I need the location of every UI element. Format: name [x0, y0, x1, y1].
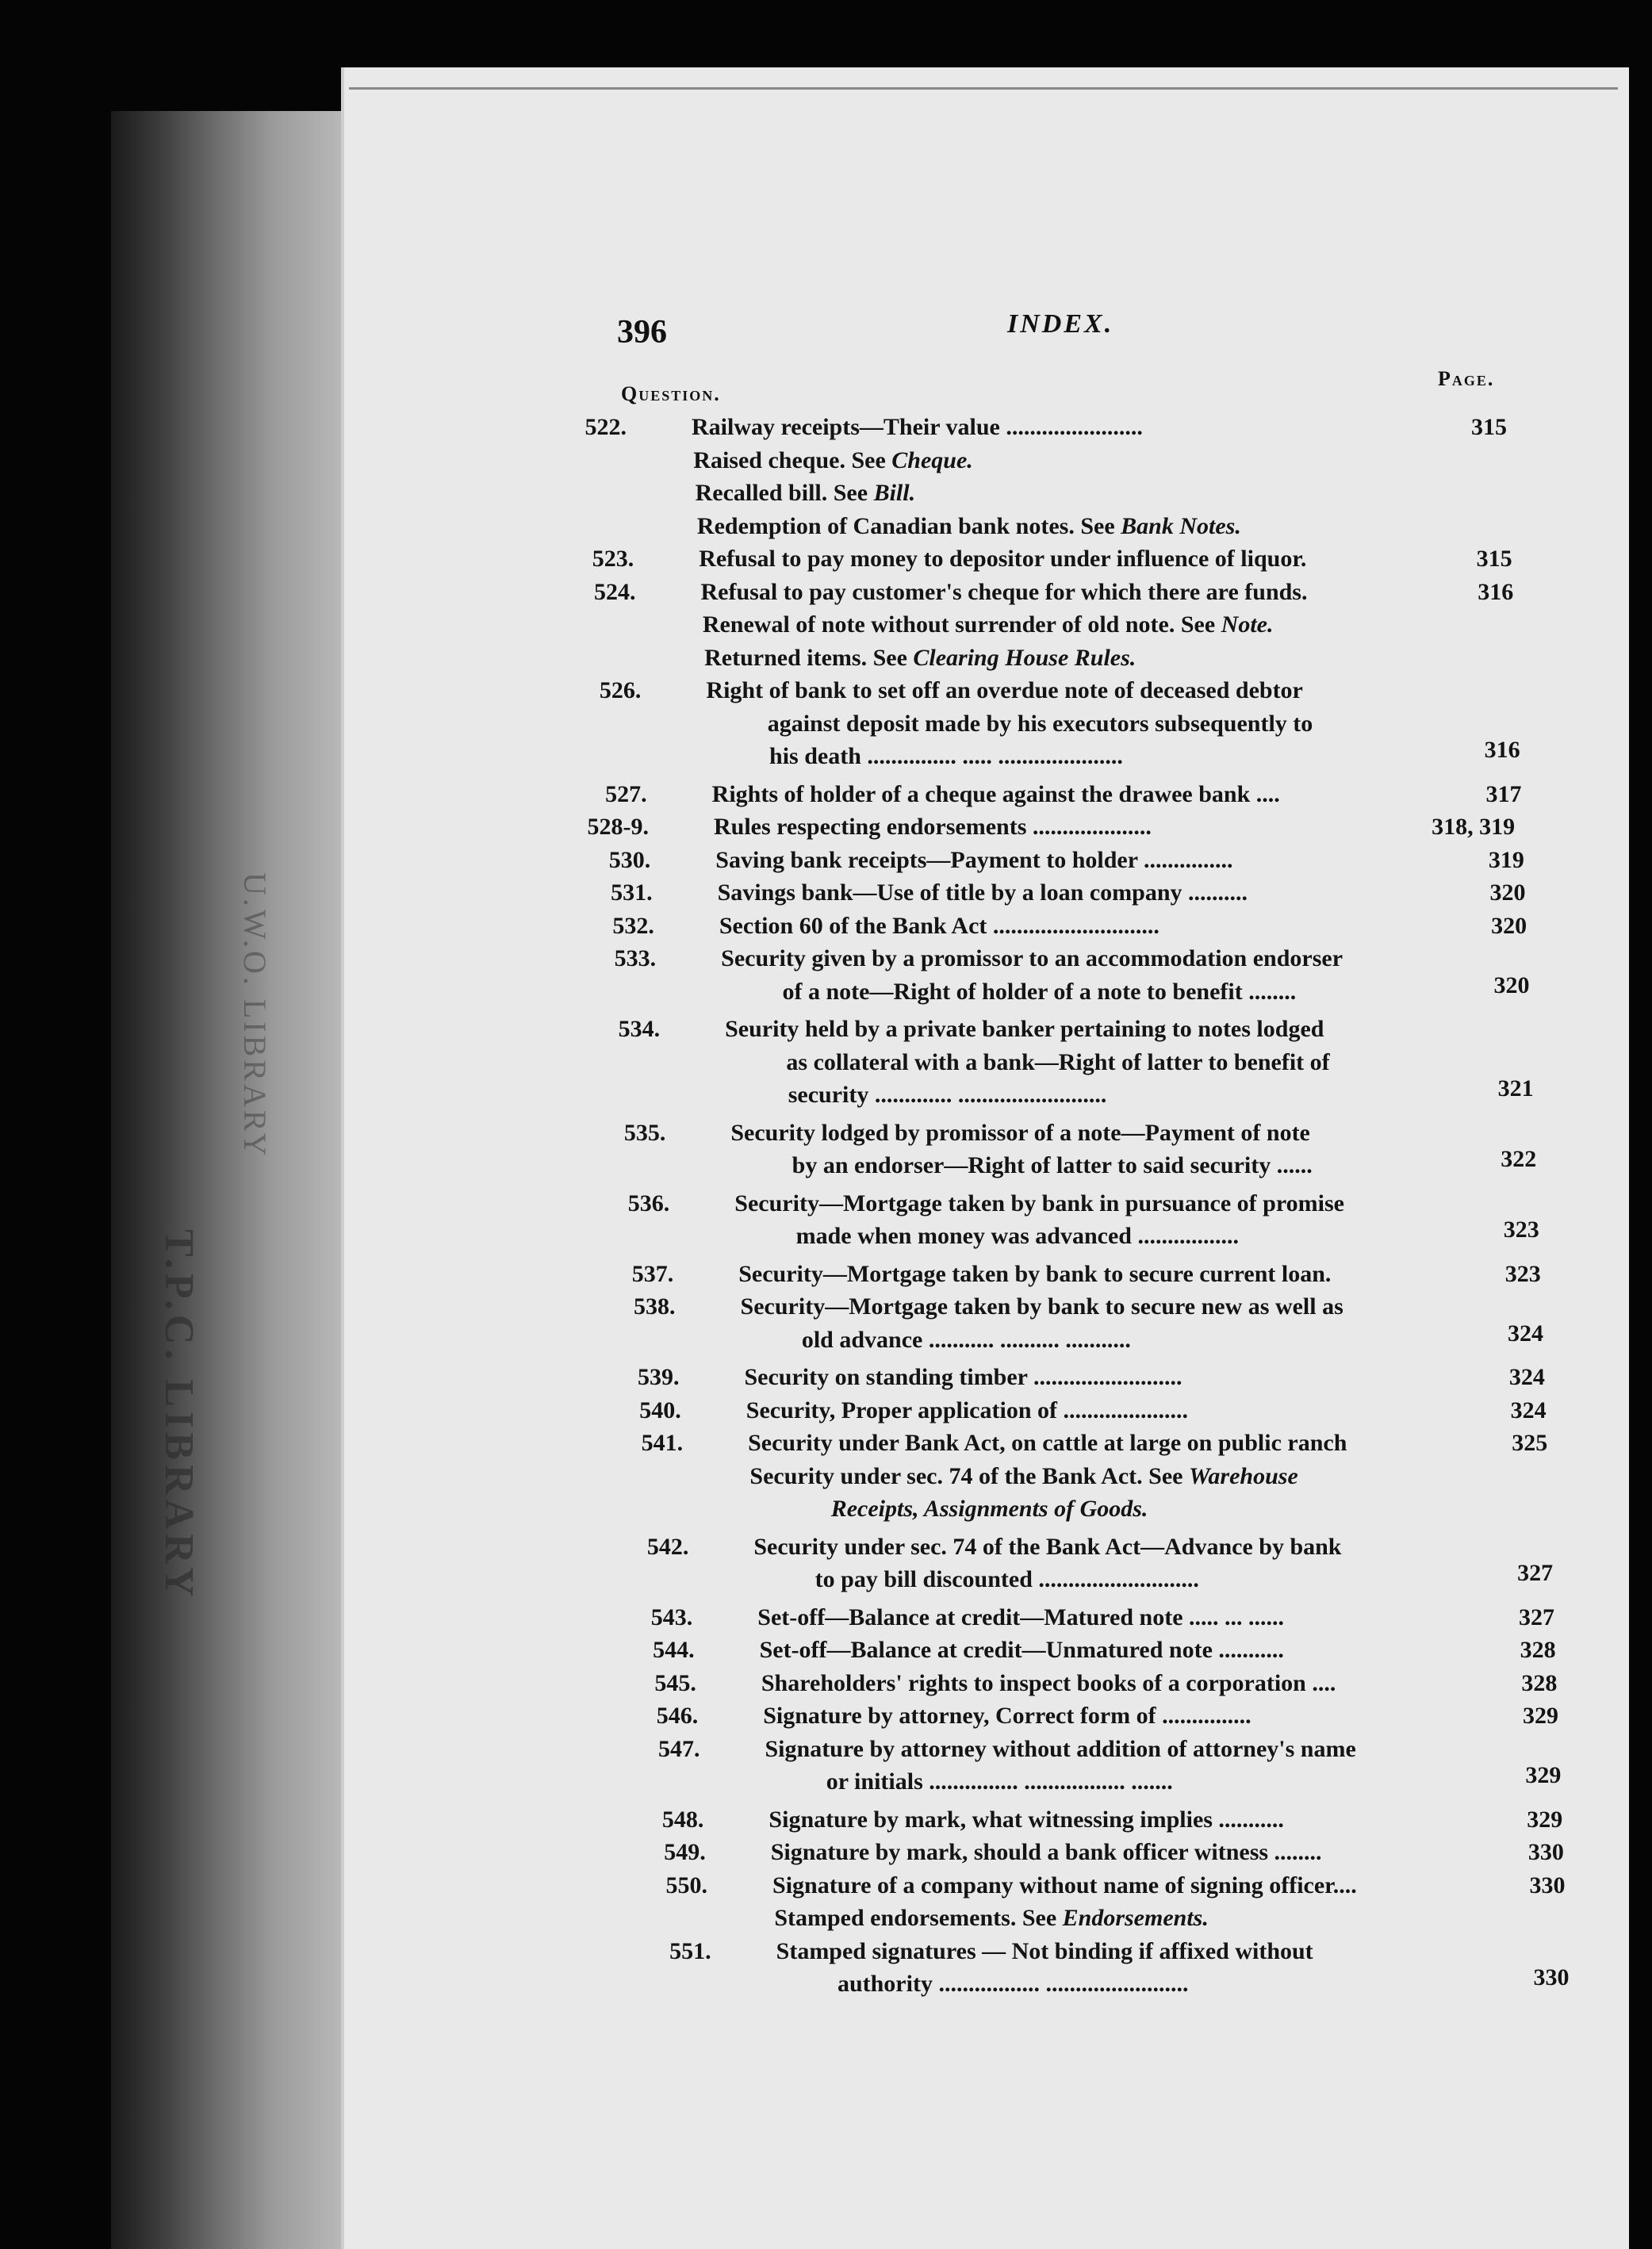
question-number: 534. [618, 1016, 661, 1042]
entry-text: Redemption of Canadian bank notes. See Bank Notes. [696, 512, 1241, 539]
entry-text: Security on standing timber ......................... [744, 1364, 1182, 1390]
question-number: 543. [650, 1603, 693, 1630]
page-reference: 316 [1478, 578, 1514, 605]
question-number: 539. [637, 1364, 680, 1390]
question-number: 531. [611, 879, 653, 906]
question-number: 542. [646, 1533, 689, 1560]
question-number: 522. [585, 414, 627, 440]
entry-text: by an endorser—Right of latter to said security ...... [792, 1152, 1313, 1178]
question-number: 530. [608, 846, 651, 873]
page-reference: 320 [1491, 912, 1527, 939]
running-title: INDEX. [1007, 309, 1114, 339]
page-reference: 328 [1521, 1669, 1558, 1696]
entry-text: authority ................. ........................ [837, 1971, 1189, 1997]
page-reference: 324 [1508, 1364, 1545, 1390]
entry-text: Refusal to pay customer's cheque for which there are funds. [700, 578, 1308, 605]
entry-text: Security under Bank Act, on cattle at large on public ranch [748, 1430, 1347, 1456]
page-reference: 327 [1517, 1560, 1554, 1586]
question-number: 524. [594, 578, 636, 605]
question-number: 545. [654, 1669, 696, 1696]
question-number: 533. [614, 945, 657, 971]
page-reference: 329 [1523, 1703, 1558, 1729]
question-number: 532. [612, 912, 654, 939]
entry-text: of a note—Right of holder of a note to benefit ........ [782, 978, 1297, 1005]
page-reference: 320 [1489, 879, 1526, 906]
page-reference: 319 [1488, 846, 1524, 873]
see-reference-continued: Receipts, Assignments of Goods. [830, 1496, 1148, 1522]
question-number: 536. [627, 1190, 670, 1216]
see-reference: Bill. [873, 480, 916, 506]
see-reference: Clearing House Rules. [913, 644, 1136, 671]
entry-text: Security—Mortgage taken by bank in pursuance of promise [734, 1190, 1344, 1216]
spine-stamp-text-2: U.W.O. LIBRARY [237, 872, 273, 1159]
column-heading-question: Question. [621, 382, 721, 405]
entry-text: Recalled bill. See Bill. [695, 480, 916, 506]
entry-text: old advance ........... .......... ........... [801, 1326, 1131, 1353]
entry-text: Security—Mortgage taken by bank to secure new as well as [740, 1293, 1343, 1320]
entry-text: Security under sec. 74 of the Bank Act. See Warehouse [749, 1462, 1298, 1489]
entry-text: Security—Mortgage taken by bank to secure current loan. [738, 1260, 1332, 1287]
page-reference: 316 [1484, 737, 1520, 763]
see-reference: Note. [1221, 611, 1274, 638]
page-reference: 330 [1529, 1872, 1566, 1898]
page-reference: 320 [1493, 971, 1530, 998]
page-reference: 322 [1501, 1146, 1537, 1172]
entry-text: Stamped endorsements. See Endorsements. [774, 1905, 1209, 1931]
entry-text: to pay bill discounted ........................... [815, 1566, 1199, 1592]
entry-text: made when money was advanced ................. [795, 1223, 1239, 1249]
entry-text: Railway receipts—Their value ....................... [692, 414, 1143, 440]
question-number: 528-9. [587, 814, 649, 840]
entry-text: Signature by mark, should a bank officer witness ........ [770, 1839, 1322, 1865]
entry-text: security ............. ......................... [788, 1082, 1107, 1108]
page-reference: 315 [1471, 414, 1507, 440]
entry-text: Rules respecting endorsements .................... [713, 814, 1152, 840]
question-number: 547. [657, 1735, 700, 1762]
entry-text: Stamped signatures — Not binding if affixed without [776, 1937, 1313, 1964]
entry-text: Security lodged by promissor of a note—Payment of note [730, 1119, 1310, 1146]
page-reference: 329 [1527, 1806, 1563, 1833]
see-reference: Warehouse [1188, 1462, 1298, 1489]
question-number: 537. [631, 1260, 674, 1287]
page-reference: 330 [1533, 1964, 1570, 1990]
entry-text: Seurity held by a private banker pertaining to notes lodged [725, 1016, 1324, 1042]
page-reference: 323 [1504, 1260, 1541, 1287]
page-reference: 329 [1525, 1762, 1562, 1788]
column-heading-page: Page. [1438, 367, 1495, 390]
question-number: 548. [661, 1806, 704, 1833]
entry-text: Signature by attorney without addition of attorney's name [765, 1735, 1356, 1762]
entry-text: Renewal of note without surrender of old note. See Note. [702, 611, 1274, 638]
entry-text: or initials ............... ................. ....... [826, 1768, 1173, 1795]
entry-text: Raised cheque. See Cheque. [693, 446, 973, 473]
entry-text: Set-off—Balance at credit—Matured note ..... ... ...... [757, 1603, 1285, 1630]
question-number: 541. [641, 1430, 684, 1456]
entry-text: Refusal to pay money to depositor under influence of liquor. [699, 546, 1307, 572]
see-reference: Bank Notes. [1121, 512, 1241, 539]
entry-text: Set-off—Balance at credit—Unmatured note ........... [759, 1637, 1284, 1663]
page-reference: 324 [1508, 1320, 1544, 1347]
question-number: 544. [653, 1637, 695, 1663]
question-number: 526. [599, 677, 642, 703]
page-reference: 315 [1476, 546, 1512, 572]
entry-text: Security under sec. 74 of the Bank Act—Advance by bank [753, 1533, 1342, 1560]
entry-text: Savings bank—Use of title by a loan company .......... [717, 879, 1248, 906]
entry-text: Rights of holder of a cheque against the drawee bank .... [711, 780, 1280, 807]
entry-text: Signature by mark, what witnessing implies ........... [769, 1806, 1284, 1833]
page-reference: 323 [1503, 1216, 1539, 1243]
entry-text: Shareholders' rights to inspect books of a corporation .... [761, 1669, 1336, 1696]
page-number: 396 [617, 314, 667, 351]
entry-text: as collateral with a bank—Right of latter to benefit of [786, 1048, 1330, 1075]
question-number: 523. [592, 546, 634, 572]
question-number: 535. [623, 1119, 666, 1146]
question-number: 538. [634, 1293, 676, 1320]
entry-text: against deposit made by his executors subsequently to [767, 710, 1313, 737]
question-number: 546. [656, 1703, 699, 1729]
spine-stamp-text: T.P.C. LIBRARY [156, 1229, 201, 1602]
page-reference: 324 [1510, 1397, 1547, 1423]
question-number: 550. [665, 1872, 708, 1898]
see-reference: Endorsements. [1062, 1905, 1209, 1931]
entry-text: Security given by a promissor to an accommodation endorser [721, 945, 1343, 971]
question-number: 549. [664, 1839, 706, 1865]
question-number: 540. [639, 1397, 681, 1423]
entry-text: Section 60 of the Bank Act ............................ [719, 912, 1159, 939]
page-reference: 325 [1512, 1430, 1548, 1456]
page-reference: 318, 319 [1432, 814, 1516, 840]
question-number: 527. [605, 780, 647, 807]
entry-text: Returned items. See Clearing House Rules. [704, 644, 1136, 671]
page-reference: 328 [1520, 1637, 1556, 1663]
see-reference: Cheque. [891, 446, 973, 473]
entry-text: Right of bank to set off an overdue note of deceased debtor [706, 677, 1303, 703]
question-number: 551. [669, 1937, 711, 1964]
entry-text: Security, Proper application of ..................... [746, 1397, 1188, 1423]
entry-text: his death ............... ..... ..................... [769, 743, 1123, 769]
entry-text: Saving bank receipts—Payment to holder ............... [715, 846, 1233, 873]
page-reference: 327 [1519, 1603, 1555, 1630]
page-reference: 321 [1497, 1075, 1534, 1102]
entry-text: Signature of a company without name of signing officer.... [772, 1872, 1357, 1898]
entry-text: Signature by attorney, Correct form of ............... [763, 1703, 1251, 1729]
page-reference: 317 [1485, 780, 1522, 807]
page-reference: 330 [1527, 1839, 1564, 1865]
